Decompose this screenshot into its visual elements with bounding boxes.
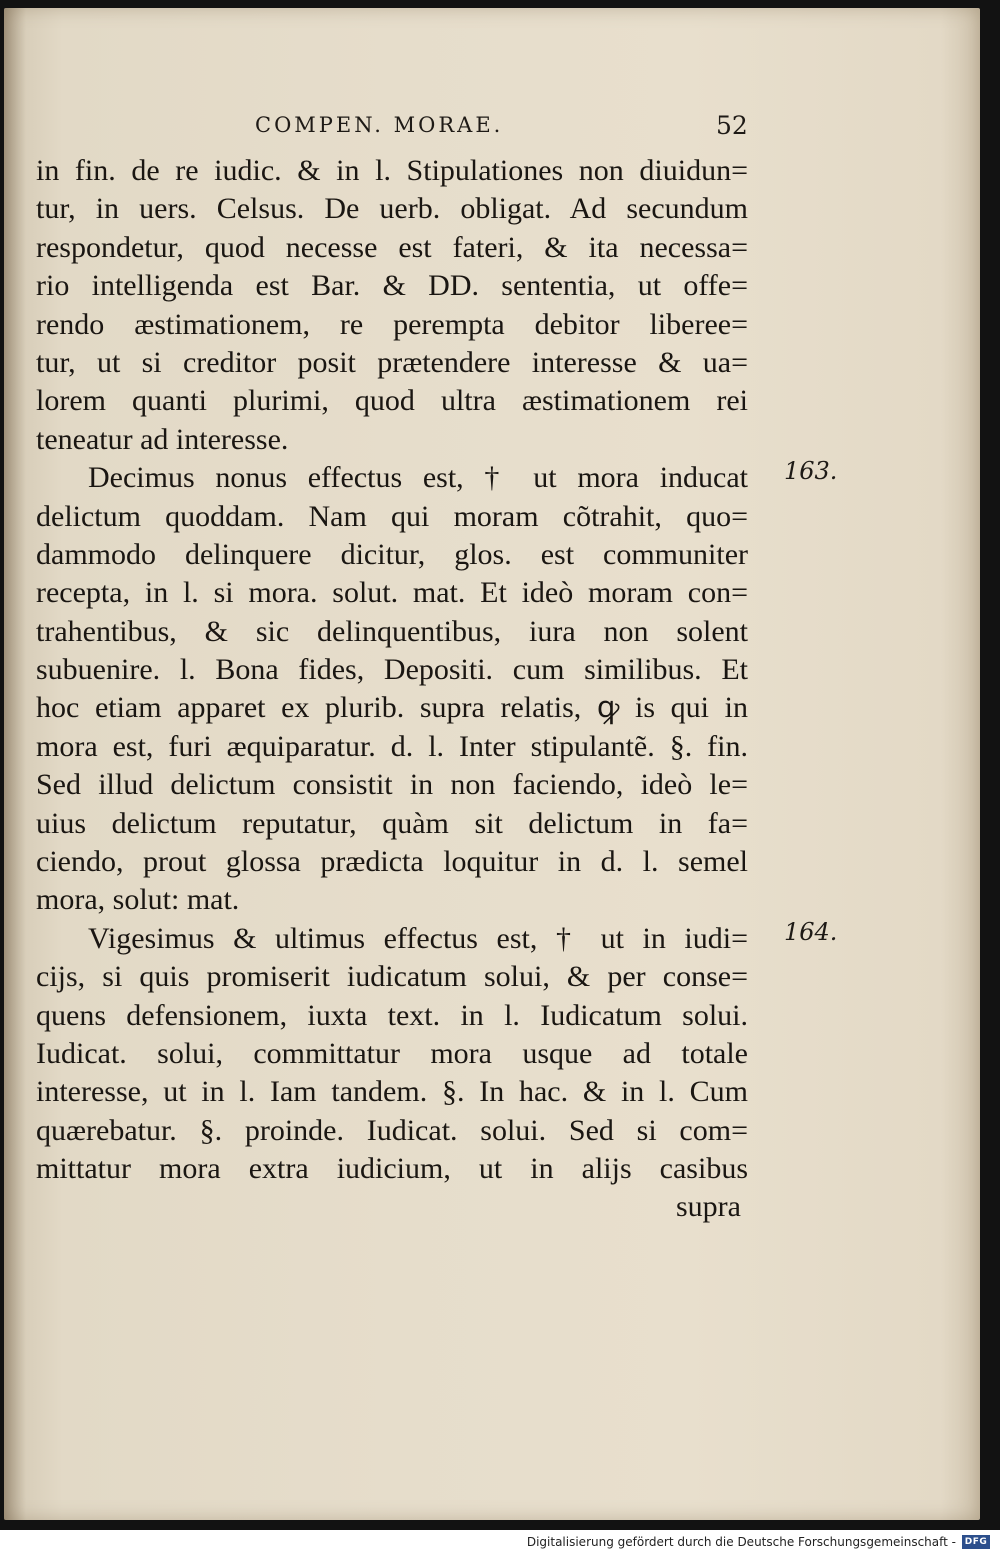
text-line: Iudicat. solui, committatur mora usque ad totale — [36, 1036, 748, 1070]
margin-note-164: 164. — [784, 918, 838, 946]
paragraph-start: Decimus nonus effectus est, † ut mora inducat — [88, 461, 748, 495]
text-line: subuenire. l. Bona fides, Depositi. cum similibus. Et — [36, 653, 748, 687]
text-line: mora, solut: mat. — [36, 883, 240, 917]
text-line: interesse, ut in l. Iam tandem. §. In hac. & in l. Cum — [36, 1075, 748, 1109]
folio-number: 52 — [716, 111, 748, 140]
text-line: tur, ut si creditor posit prætendere interesse & ua= — [36, 345, 748, 379]
dfg-logo-icon: DFG — [962, 1535, 990, 1549]
digitization-credit: Digitalisierung gefördert durch die Deutsche Forschungsgemeinschaft - — [526, 1535, 956, 1549]
text-line: rendo æstimationem, re perempta debitor liberee= — [36, 307, 748, 341]
text-line: Sed illud delictum consistit in non faciendo, ideò le= — [36, 768, 748, 802]
text-line: ciendo, prout glossa prædicta loquitur in d. l. semel — [36, 845, 748, 879]
text-line: respondetur, quod necesse est fateri, & ita necessa= — [36, 230, 748, 264]
text-line: lorem quanti plurimi, quod ultra æstimationem rei — [36, 384, 748, 418]
text-line: mittatur mora extra iudicium, ut in alijs casibus — [36, 1152, 748, 1186]
text-line: teneatur ad interesse. — [36, 422, 289, 456]
text-line: hoc etiam apparet ex plurib. supra relatis, ꝙ is qui in — [36, 691, 748, 725]
text-line: tur, in uers. Celsus. De uerb. obligat. Ad secundum — [36, 192, 748, 226]
text-line: quærebatur. §. proinde. Iudicat. solui. Sed si com= — [36, 1113, 748, 1147]
text-line: recepta, in l. si mora. solut. mat. Et ideò moram con= — [36, 576, 748, 610]
text-line: quens defensionem, iuxta text. in l. Iudicatum solui. — [36, 998, 748, 1032]
margin-note-163: 163. — [784, 457, 838, 485]
text-line: in fin. de re iudic. & in l. Stipulationes non diuidun= — [36, 154, 748, 187]
paragraph-start: Vigesimus & ultimus effectus est, † ut in iudi= — [88, 921, 748, 955]
text-line: mora est, furi æquiparatur. d. l. Inter stipulantẽ. §. fin. — [36, 729, 748, 763]
text-line: cijs, si quis promiserit iudicatum solui, & per conse= — [36, 960, 748, 994]
body-text — [36, 152, 748, 1189]
text-line: delictum quoddam. Nam qui moram cõtrahit, quo= — [36, 499, 748, 533]
text-line: uius delictum reputatur, quàm sit delictum in fa= — [36, 806, 748, 840]
gutter-shadow — [4, 8, 26, 1520]
running-head: COMPEN. MORAE. — [255, 113, 504, 137]
text-line: trahentibus, & sic delinquentibus, iura non solent — [36, 614, 748, 648]
text-line: rio intelligenda est Bar. & DD. sententia, ut offe= — [36, 269, 748, 303]
catchword: supra — [676, 1190, 741, 1223]
text-line: dammodo delinquere dicitur, glos. est communiter — [36, 537, 748, 571]
